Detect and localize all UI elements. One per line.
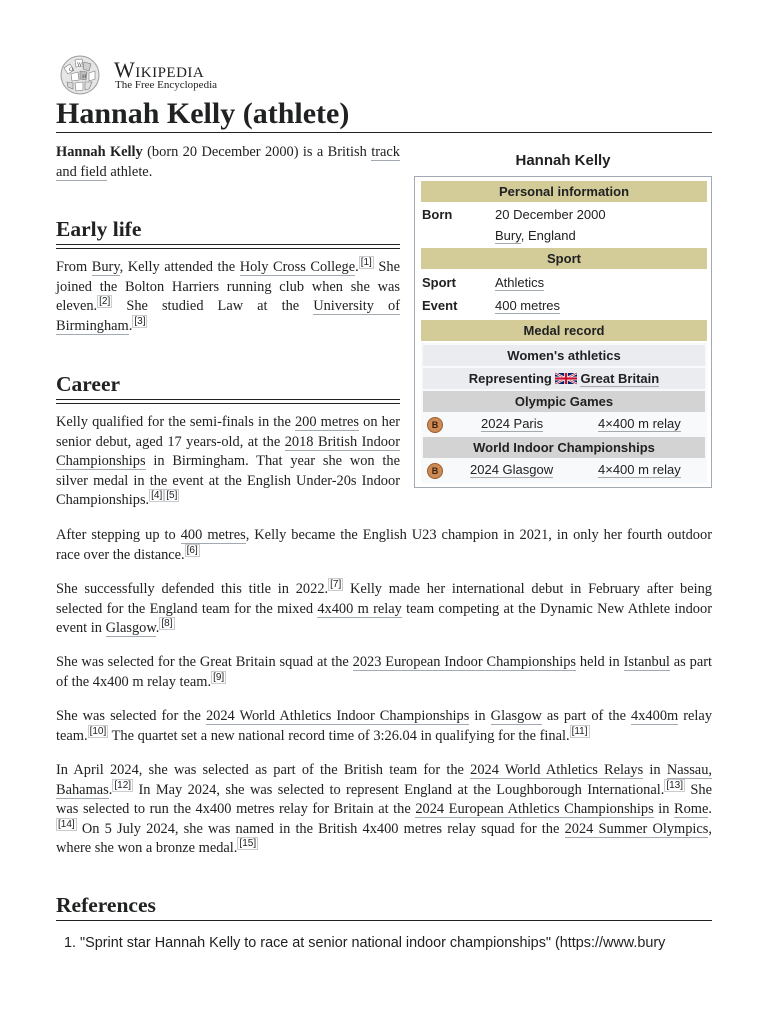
link-2023-european-indoor-championships[interactable]: 2023 European Indoor Championships	[352, 654, 577, 670]
citation-15[interactable]: [15]	[239, 838, 257, 850]
bronze-medal-icon: B	[427, 463, 443, 479]
citation-5[interactable]: [5]	[166, 490, 178, 502]
sport-value	[495, 275, 544, 290]
svg-text:Ω: Ω	[69, 67, 74, 73]
text: in	[653, 801, 675, 817]
citation-2[interactable]: [2]	[99, 296, 111, 308]
text: .	[128, 317, 133, 334]
text: She joined the Bolton Harriers running club when she was eleven.	[56, 259, 400, 314]
link-400-metres[interactable]: 400 metres	[180, 527, 246, 543]
text: On 5 July 2024, she was named in the British 4x400 metres relay squad for the	[76, 820, 565, 837]
medal-table	[421, 343, 707, 483]
text: After stepping up to	[56, 527, 181, 543]
citation-4[interactable]: [4]	[151, 490, 163, 502]
infobox	[414, 176, 712, 488]
text: Kelly made her international debut in February after being selected for the England team for the mixed	[56, 581, 712, 617]
bronze-medal-icon: B	[427, 417, 443, 433]
section-heading-career: Career	[56, 372, 121, 396]
career-paragraph-5	[56, 707, 712, 746]
text: on her senior debut, aged 17 years-old, at the	[56, 414, 400, 450]
medal-subheader-womens: Women's athletics	[423, 345, 705, 366]
wikipedia-logo[interactable]	[56, 54, 256, 96]
career-paragraph-6	[56, 761, 712, 859]
link-bury-infobox[interactable]: Bury	[495, 228, 521, 243]
born-place-rest: , England	[520, 228, 576, 243]
reference-item-1	[64, 935, 710, 951]
link-2024-european-athletics-championships[interactable]: 2024 European Athletics Championships	[415, 801, 654, 817]
reference-number: 1.	[64, 935, 77, 951]
text: relay team.	[56, 708, 713, 744]
link-glasgow[interactable]: Glasgow	[490, 708, 542, 724]
svg-text:И: И	[82, 74, 87, 80]
link-4x400-relay-olympics[interactable]: 4×400 m relay	[598, 416, 681, 431]
citation-12[interactable]: [12]	[114, 779, 132, 791]
page-title: Hannah Kelly (athlete)	[56, 97, 712, 133]
link-2024-world-athletics-relays[interactable]: 2024 World Athletics Relays	[470, 762, 644, 778]
link-2024-world-athletics-indoor-championships[interactable]: 2024 World Athletics Indoor Championships	[205, 708, 470, 724]
indoor-event	[598, 462, 681, 477]
link-200-metres[interactable]: 200 metres	[294, 414, 360, 430]
infobox-header-personal: Personal information	[421, 181, 707, 202]
career-paragraph-3	[56, 580, 712, 639]
career-paragraph-2	[56, 526, 712, 565]
text: in	[643, 762, 667, 778]
link-glasgow[interactable]: Glasgow	[105, 620, 156, 636]
citation-1[interactable]: [1]	[360, 257, 372, 269]
section-heading-early-life: Early life	[56, 217, 142, 241]
link-4x400m-relay[interactable]: 4x400 m relay	[317, 600, 402, 617]
link-holy-cross-college[interactable]: Holy Cross College	[239, 259, 356, 275]
wikipedia-tagline: The Free Encyclopedia	[115, 79, 218, 91]
text: From	[56, 259, 92, 275]
born-place	[495, 228, 576, 243]
uk-flag-icon	[555, 372, 577, 385]
representing-label: Representing	[468, 371, 552, 386]
text: She was selected to run the 4x400 metres relay for Britain at the	[56, 781, 712, 817]
link-great-britain[interactable]: Great Britain	[580, 371, 660, 386]
text: .	[708, 801, 712, 817]
section-heading-references: References	[56, 893, 156, 917]
indoor-venue	[470, 462, 553, 477]
early-life-paragraph	[56, 258, 400, 336]
citation-11[interactable]: [11]	[571, 725, 588, 737]
text: , where she won a bronze medal.	[56, 820, 713, 856]
text: She studied Law at the	[112, 298, 314, 314]
link-2024-summer-olympics[interactable]: 2024 Summer Olympics	[564, 820, 709, 837]
text: team competing at the Dynamic New Athlete indoor event in	[56, 600, 712, 636]
text: as part of the 4x400 m relay team.	[56, 654, 712, 690]
event-value	[495, 298, 560, 313]
reference-link-1[interactable]: "Sprint star Hannah Kelly to race at senior national indoor championships" (https://www.bury	[80, 935, 666, 951]
section-rule	[56, 244, 400, 249]
link-4x400m[interactable]: 4x400m	[631, 708, 679, 724]
medal-subheader-world-indoor: World Indoor Championships	[423, 437, 705, 458]
text: The quartet set a new national record time of 3:26.04 in qualifying for the final.	[108, 727, 570, 744]
text: Kelly qualified for the semi-finals in the	[56, 414, 295, 430]
born-label: Born	[422, 207, 453, 222]
text: She successfully defended this title in 2022.	[56, 581, 329, 597]
link-rome[interactable]: Rome	[674, 801, 709, 817]
text: .	[155, 620, 160, 636]
wikipedia-globe-icon	[56, 54, 104, 96]
text: In April 2024, she was selected as part of the British team for the	[56, 762, 471, 778]
citation-3[interactable]: [3]	[134, 315, 146, 327]
text: as part of the	[541, 708, 632, 724]
text: .	[355, 259, 359, 275]
link-2024-glasgow[interactable]: 2024 Glasgow	[470, 462, 554, 477]
link-2024-paris[interactable]: 2024 Paris	[481, 416, 544, 431]
link-athletics[interactable]: Athletics	[495, 275, 545, 290]
link-2018-british-indoor-championships[interactable]: 2018 British Indoor Championships	[56, 433, 400, 469]
infobox-header-sport: Sport	[421, 248, 707, 269]
citation-14[interactable]: [14]	[58, 818, 75, 830]
text: , Kelly attended the	[119, 259, 240, 275]
event-label: Event	[422, 298, 458, 313]
infobox-title: Hannah Kelly	[515, 152, 611, 169]
text: In May 2024, she was selected to represent England at the Loughborough International.	[133, 781, 665, 798]
svg-text:W: W	[77, 62, 83, 68]
text: She was selected for the	[56, 708, 206, 724]
link-nassau-bahamas[interactable]: Nassau, Bahamas	[56, 762, 712, 798]
link-bury[interactable]: Bury	[91, 259, 120, 275]
text: in	[469, 708, 491, 724]
olympics-event	[598, 416, 681, 431]
olympics-venue	[481, 416, 543, 431]
link-university-of-birmingham[interactable]: University of Birmingham	[56, 298, 400, 334]
sport-label: Sport	[422, 275, 456, 290]
link-4x400-relay-indoor[interactable]: 4×400 m relay	[598, 462, 681, 477]
intro-text-end: athlete.	[106, 163, 153, 180]
link-400-metres-infobox[interactable]: 400 metres	[495, 298, 561, 313]
wikipedia-wordmark: Wikipedia	[114, 57, 205, 82]
text: held in	[576, 654, 624, 670]
born-date: 20 December 2000	[495, 207, 606, 222]
citation-10[interactable]: [10]	[89, 725, 107, 737]
section-rule	[56, 399, 400, 404]
link-istanbul[interactable]: Istanbul	[623, 654, 670, 670]
text: in Birmingham. That year she won the silver medal in the event at the English Under-20s Indoor Championships.	[56, 453, 400, 508]
citation-6[interactable]: [6]	[186, 544, 198, 556]
subject-name: Hannah Kelly	[56, 144, 143, 160]
intro-text: (born 20 December 2000) is a British	[142, 144, 372, 160]
career-paragraph-4	[56, 653, 712, 692]
representing-row	[423, 368, 705, 389]
citation-7[interactable]: [7]	[330, 579, 342, 591]
intro-paragraph	[56, 143, 400, 182]
medal-subheader-olympics: Olympic Games	[423, 391, 705, 412]
link-track-and-field[interactable]: track and field	[56, 144, 400, 180]
text: , Kelly became the English U23 champion in 2021, in only her fourth outdoor race over the distance.	[56, 527, 712, 563]
infobox-header-medal-record: Medal record	[421, 320, 707, 341]
citation-9[interactable]: [9]	[213, 671, 225, 683]
text: She was selected for the Great Britain squad at the	[56, 654, 353, 670]
text: .	[108, 781, 113, 798]
citation-13[interactable]: [13]	[666, 779, 684, 791]
section-rule	[56, 920, 712, 921]
citation-8[interactable]: [8]	[161, 618, 173, 630]
career-paragraph-1	[56, 413, 400, 511]
